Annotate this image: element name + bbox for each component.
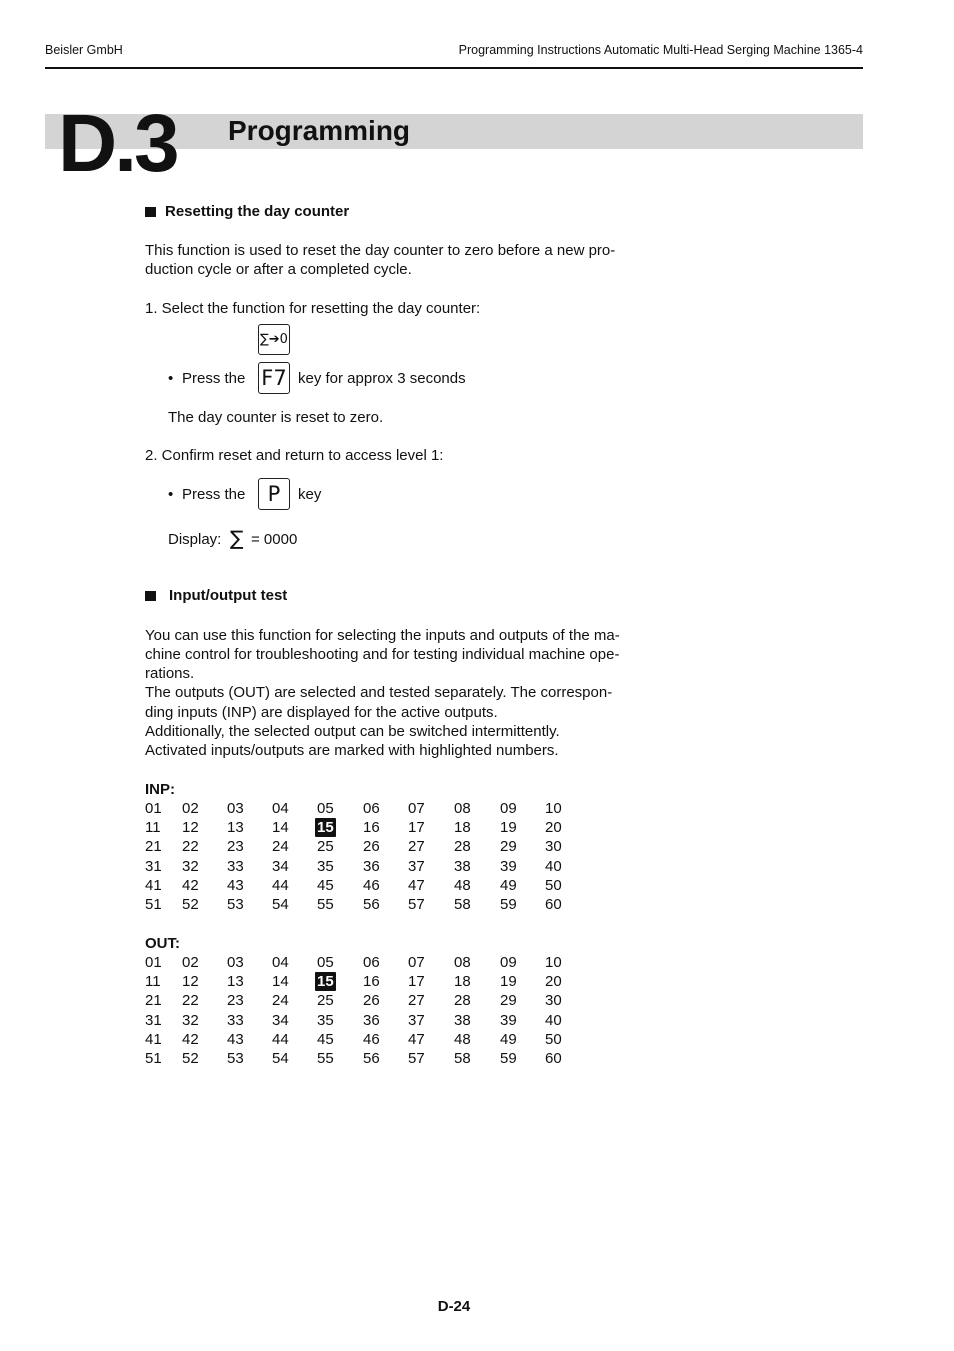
section2-para-line6: Additionally, the selected output can be switched intermittently. — [145, 723, 560, 740]
io-number: 01 — [145, 954, 162, 971]
io-number: 25 — [317, 838, 334, 856]
io-number: 58 — [454, 1049, 471, 1067]
grid-row — [145, 1011, 585, 1030]
step2-press-label: Press the — [182, 486, 246, 503]
grid-row — [145, 799, 585, 818]
io-number: 21 — [145, 838, 162, 856]
grid-row — [145, 837, 585, 856]
io-number: 30 — [545, 838, 562, 856]
io-number: 13 — [227, 973, 244, 991]
grid-row — [145, 895, 585, 914]
io-number: 35 — [317, 857, 334, 875]
header-divider — [45, 67, 863, 69]
io-number: 52 — [182, 895, 199, 913]
io-number: 07 — [408, 954, 425, 971]
io-number: 32 — [182, 1011, 199, 1029]
io-number: 44 — [272, 1030, 289, 1048]
io-number: 58 — [454, 895, 471, 913]
step1-text: 1. Select the function for resetting the day counter: — [145, 300, 481, 317]
grid-row — [145, 991, 585, 1010]
io-number: 08 — [454, 800, 471, 817]
io-number: 18 — [454, 973, 471, 991]
io-number: 51 — [145, 895, 162, 913]
io-number: 40 — [545, 857, 562, 875]
io-number: 14 — [272, 819, 289, 837]
io-number: 02 — [182, 800, 199, 817]
io-number: 45 — [317, 876, 334, 894]
io-number: 12 — [182, 819, 199, 837]
io-number: 51 — [145, 1049, 162, 1067]
active-io-number: 15 — [317, 973, 334, 991]
io-number: 46 — [363, 876, 380, 894]
io-number: 05 — [317, 800, 334, 817]
grid-row — [145, 1030, 585, 1049]
section1-intro-line1: This function is used to reset the day counter to zero before a new pro- — [145, 242, 616, 259]
active-io-number: 15 — [317, 819, 334, 837]
io-number: 24 — [272, 992, 289, 1010]
section2-para-line7: Activated inputs/outputs are marked with highlighted numbers. — [145, 742, 559, 759]
io-number: 50 — [545, 1030, 562, 1048]
step1-bullet: • — [168, 370, 174, 387]
io-number: 07 — [408, 800, 425, 817]
io-number: 19 — [500, 819, 517, 837]
grid-row — [145, 857, 585, 876]
io-number: 20 — [545, 973, 562, 991]
out-label: OUT: — [145, 935, 180, 952]
io-number: 08 — [454, 954, 471, 971]
io-number: 36 — [363, 1011, 380, 1029]
io-number: 53 — [227, 1049, 244, 1067]
bullet-square-icon — [145, 591, 156, 601]
io-number: 16 — [363, 973, 380, 991]
io-number: 28 — [454, 992, 471, 1010]
io-number: 33 — [227, 1011, 244, 1029]
io-number: 06 — [363, 800, 380, 817]
io-number: 29 — [500, 838, 517, 856]
io-number: 23 — [227, 838, 244, 856]
io-number: 42 — [182, 1030, 199, 1048]
io-number: 34 — [272, 857, 289, 875]
io-number: 39 — [500, 857, 517, 875]
io-number: 10 — [545, 800, 562, 817]
io-number: 48 — [454, 1030, 471, 1048]
io-number: 52 — [182, 1049, 199, 1067]
bullet-square-icon — [145, 207, 156, 217]
io-number: 49 — [500, 876, 517, 894]
io-number: 55 — [317, 895, 334, 913]
page-title: Programming — [228, 115, 411, 146]
io-number: 27 — [408, 838, 425, 856]
f7-key: F7 — [258, 362, 290, 394]
io-number: 55 — [317, 1049, 334, 1067]
io-number: 36 — [363, 857, 380, 875]
page-number: D-24 — [437, 1298, 471, 1315]
io-number: 50 — [545, 876, 562, 894]
io-number: 22 — [182, 992, 199, 1010]
io-number: 09 — [500, 954, 517, 971]
io-number: 31 — [145, 857, 162, 875]
io-number: 01 — [145, 800, 162, 817]
io-number: 29 — [500, 992, 517, 1010]
io-number: 17 — [408, 973, 425, 991]
io-number: 13 — [227, 819, 244, 837]
io-number: 16 — [363, 819, 380, 837]
io-number: 04 — [272, 954, 289, 971]
grid-row — [145, 818, 585, 837]
io-number: 23 — [227, 992, 244, 1010]
io-number: 43 — [227, 876, 244, 894]
io-number: 34 — [272, 1011, 289, 1029]
io-number: 40 — [545, 1011, 562, 1029]
io-number: 04 — [272, 800, 289, 817]
grid-row — [145, 972, 585, 991]
io-number: 41 — [145, 1030, 162, 1048]
io-number: 26 — [363, 838, 380, 856]
io-number: 57 — [408, 1049, 425, 1067]
step2-press-suffix: key — [298, 486, 322, 503]
section2-para-line5: ding inputs (INP) are displayed for the active outputs. — [145, 704, 498, 721]
io-number: 19 — [500, 973, 517, 991]
display-value: = 0000 — [251, 531, 298, 548]
io-number: 46 — [363, 1030, 380, 1048]
section-heading-io-test: Input/output test — [169, 587, 288, 604]
io-number: 39 — [500, 1011, 517, 1029]
section2-para-line2: chine control for troubleshooting and for testing individual machine ope- — [145, 646, 620, 663]
io-number: 37 — [408, 857, 425, 875]
io-number: 03 — [227, 800, 244, 817]
io-number: 33 — [227, 857, 244, 875]
display-label: Display: — [168, 531, 222, 548]
io-number: 10 — [545, 954, 562, 971]
chapter-number: D.3 — [58, 98, 177, 189]
io-number: 38 — [454, 1011, 471, 1029]
step1-result: The day counter is reset to zero. — [168, 409, 384, 426]
io-number: 35 — [317, 1011, 334, 1029]
header-company: Beisler GmbH — [45, 43, 123, 57]
step2-text: 2. Confirm reset and return to access level 1: — [145, 447, 444, 464]
grid-row — [145, 876, 585, 895]
io-number: 17 — [408, 819, 425, 837]
section2-para-line1: You can use this function for selecting the inputs and outputs of the ma- — [145, 627, 620, 644]
io-number: 41 — [145, 876, 162, 894]
io-number: 47 — [408, 1030, 425, 1048]
io-number: 30 — [545, 992, 562, 1010]
io-number: 11 — [145, 973, 161, 991]
inp-grid — [145, 799, 585, 914]
section2-para-line3: rations. — [145, 665, 195, 682]
io-number: 38 — [454, 857, 471, 875]
out-grid — [145, 953, 585, 1068]
io-number: 57 — [408, 895, 425, 913]
io-number: 48 — [454, 876, 471, 894]
sum-symbol-icon: ∑ — [230, 526, 244, 550]
io-number: 32 — [182, 857, 199, 875]
io-number: 60 — [545, 1049, 562, 1067]
io-number: 02 — [182, 954, 199, 971]
io-number: 03 — [227, 954, 244, 971]
io-number: 53 — [227, 895, 244, 913]
io-number: 56 — [363, 1049, 380, 1067]
io-number: 42 — [182, 876, 199, 894]
io-number: 20 — [545, 819, 562, 837]
io-number: 45 — [317, 1030, 334, 1048]
inp-label: INP: — [145, 781, 175, 798]
io-number: 26 — [363, 992, 380, 1010]
io-number: 60 — [545, 895, 562, 913]
section2-para-line4: The outputs (OUT) are selected and tested separately. The correspon- — [145, 684, 613, 701]
io-number: 11 — [145, 819, 161, 837]
step1-press-label: Press the — [182, 370, 246, 387]
io-number: 05 — [317, 954, 334, 971]
io-number: 09 — [500, 800, 517, 817]
io-number: 22 — [182, 838, 199, 856]
io-number: 59 — [500, 895, 517, 913]
io-number: 24 — [272, 838, 289, 856]
io-number: 44 — [272, 876, 289, 894]
io-number: 47 — [408, 876, 425, 894]
sum-reset-key-icon: ∑➔0 — [258, 324, 290, 355]
io-number: 54 — [272, 895, 289, 913]
io-number: 12 — [182, 973, 199, 991]
io-number: 59 — [500, 1049, 517, 1067]
io-number: 54 — [272, 1049, 289, 1067]
io-number: 14 — [272, 973, 289, 991]
step1-press-suffix: key for approx 3 seconds — [298, 370, 466, 387]
section1-intro-line2: duction cycle or after a completed cycle. — [145, 261, 412, 278]
io-number: 21 — [145, 992, 162, 1010]
io-number: 25 — [317, 992, 334, 1010]
io-number: 56 — [363, 895, 380, 913]
io-number: 31 — [145, 1011, 162, 1029]
grid-row — [145, 953, 585, 972]
section-heading-reset: Resetting the day counter — [165, 203, 350, 220]
header-document-title: Programming Instructions Automatic Multi-Head Serging Machine 1365-4 — [458, 43, 863, 57]
io-number: 18 — [454, 819, 471, 837]
io-number: 43 — [227, 1030, 244, 1048]
step2-bullet: • — [168, 486, 174, 503]
io-number: 28 — [454, 838, 471, 856]
io-number: 06 — [363, 954, 380, 971]
io-number: 49 — [500, 1030, 517, 1048]
io-number: 37 — [408, 1011, 425, 1029]
p-key: P — [258, 478, 290, 510]
io-number: 27 — [408, 992, 425, 1010]
grid-row — [145, 1049, 585, 1068]
